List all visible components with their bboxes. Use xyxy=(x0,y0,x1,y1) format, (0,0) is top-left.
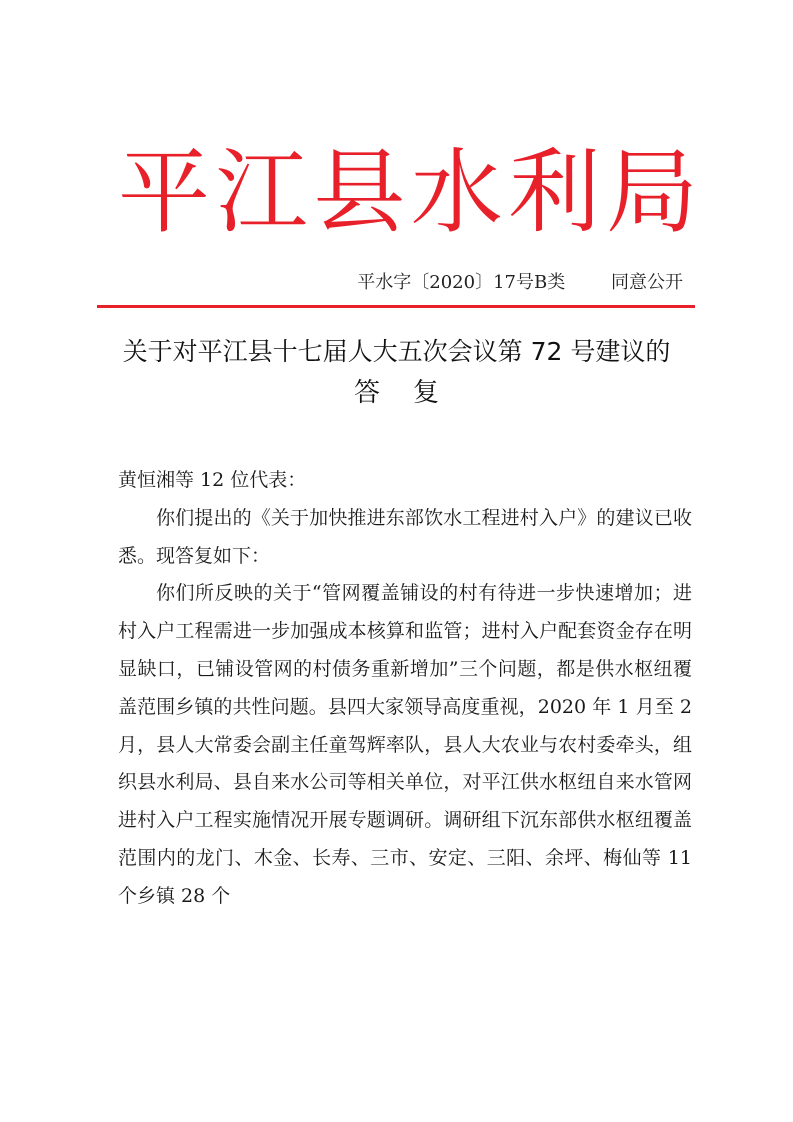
org-name-char: 平 xyxy=(118,139,211,246)
document-body xyxy=(118,462,692,916)
org-name-char: 利 xyxy=(508,139,601,246)
body-paragraph: 你们提出的《关于加快推进东部饮水工程进村入户》的建议已收悉。现答复如下： xyxy=(118,506,692,567)
org-name-char: 水 xyxy=(410,139,503,246)
red-separator-line xyxy=(97,305,695,308)
letterhead-org-name xyxy=(118,138,698,248)
org-name-char: 局 xyxy=(605,139,698,246)
org-name-char: 江 xyxy=(215,139,308,246)
salutation: 黄恒湘等 12 位代表： xyxy=(118,469,307,491)
body-paragraph: 你们所反映的关于“管网覆盖铺设的村有待进一步快速增加；进村入户工程需进一步加强成本核算和监管；进村入户配套资金存在明显缺口，已铺设管网的村债务重新增加”三个问题，都是供水枢纽覆盖范围乡镇的共性问题。县四大家领导高度重视，2020 年 1 月至 2 月，县人大常委会副主任童驾辉率队，县人大农业与农村委牵头，组织县水利局、县自来水公司等相关单位，对平江供水枢纽自来水管网进村入户工程实施情况开展专题调研。调研组下沉东部供水枢纽覆盖范围内的龙门、木金、长寿、三市、安定、三阳、余坪、梅仙等 11 个乡镇 28 个 xyxy=(118,582,692,907)
org-name-char: 县 xyxy=(313,139,406,246)
document-title-line-1: 关于对平江县十七届人大五次会议第 72 号建议的 xyxy=(122,337,671,366)
document-number: 平水字〔2020〕17号B类 同意公开 xyxy=(357,272,683,293)
document-title-line-2: 答 复 xyxy=(353,378,440,408)
